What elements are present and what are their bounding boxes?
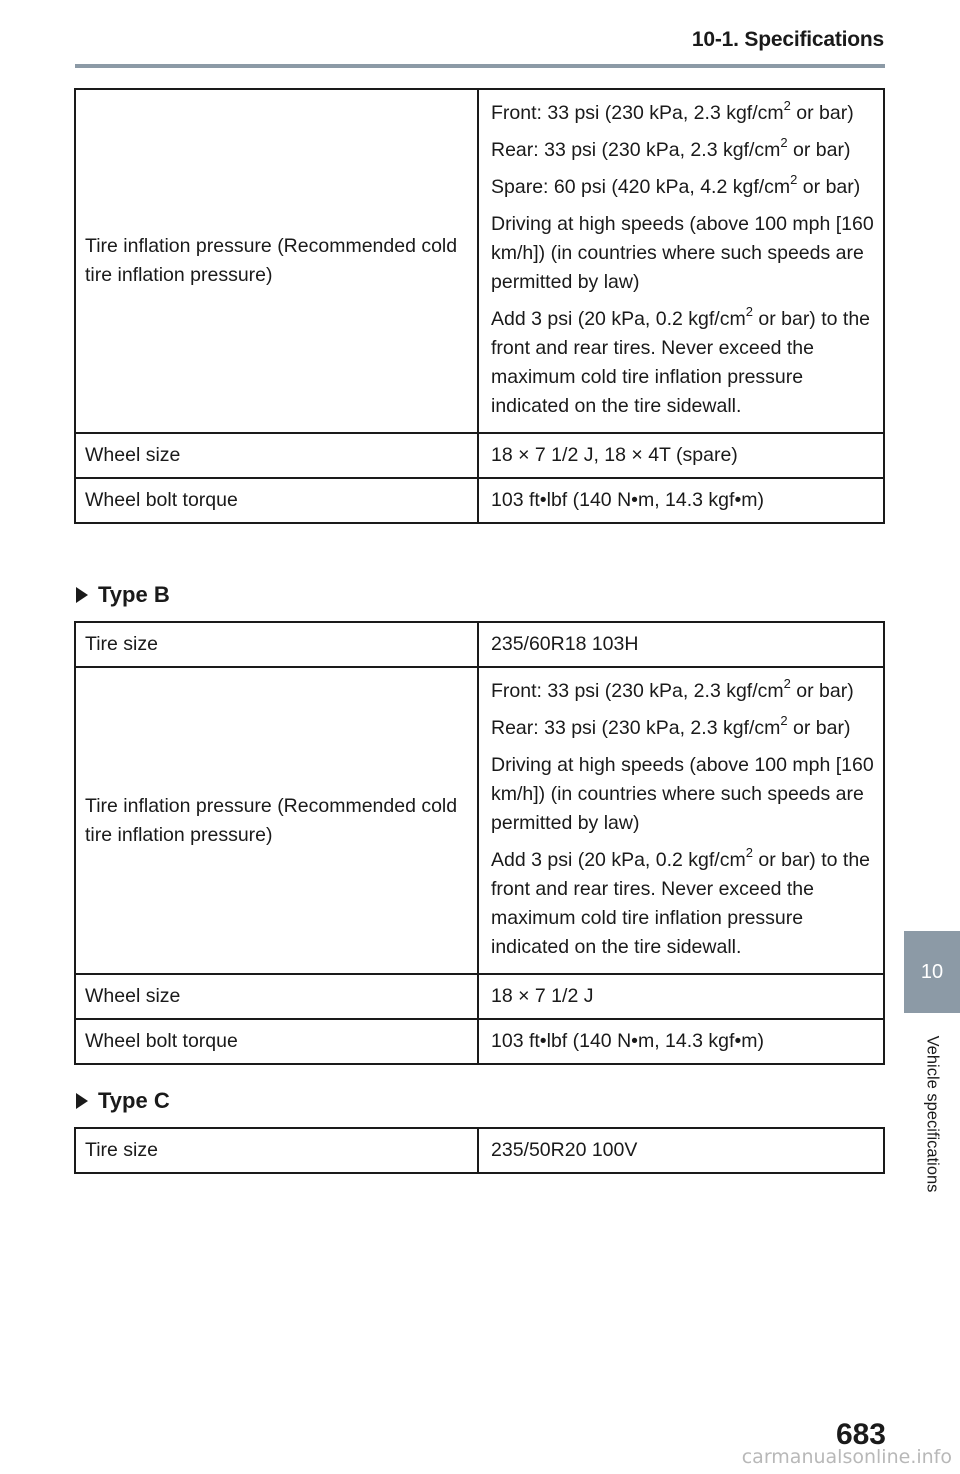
spec-table-type-c xyxy=(74,1127,885,1174)
header-divider xyxy=(75,64,885,68)
add-pressure-note: Add 3 psi (20 kPa, 0.2 kgf/$cm^2$ or bar) to the front and rear tires. Never exceed the maximum cold tire inflation pressure indicated on the tire sidewall. xyxy=(491,844,871,958)
rear-pressure: Rear: 33 psi (230 kPa, 2.3 kgf/$cm^2$ or bar) xyxy=(491,134,851,161)
tire-size-label: Tire size xyxy=(75,1128,478,1173)
inflation-label-cell: Tire inflation pressure (Recommended cold tire inflation pressure) xyxy=(75,89,478,433)
table-row xyxy=(75,1128,884,1173)
wheel-size-label: Wheel size xyxy=(75,974,478,1019)
triangle-bullet-icon xyxy=(76,587,88,603)
type-c-heading: Type C xyxy=(76,1088,170,1114)
table-row xyxy=(75,89,884,433)
table-row xyxy=(75,974,884,1019)
page-number: 683 xyxy=(835,1418,886,1451)
chapter-tab xyxy=(904,931,960,1013)
table-row xyxy=(75,478,884,523)
high-speed-note: Driving at high speeds (above 100 mph [160 km/h]) (in countries where such speeds are permitted by law) xyxy=(491,213,874,293)
spec-table-type-a xyxy=(74,88,885,524)
high-speed-note: Driving at high speeds (above 100 mph [160 km/h]) (in countries where such speeds are permitted by law) xyxy=(491,754,874,834)
tire-size-label: Tire size xyxy=(75,622,478,667)
add-pressure-note: Add 3 psi (20 kPa, 0.2 kgf/$cm^2$ or bar) to the front and rear tires. Never exceed the maximum cold tire inflation pressure indicated on the tire sidewall. xyxy=(491,303,871,417)
bolt-torque-label: Wheel bolt torque xyxy=(75,1019,478,1064)
tire-size-value: 235/60R18 103H xyxy=(478,622,884,667)
front-pressure: Front: 33 psi (230 kPa, 2.3 kgf/$cm^2$ or bar) xyxy=(491,675,854,702)
rear-pressure: Rear: 33 psi (230 kPa, 2.3 kgf/$cm^2$ or bar) xyxy=(491,712,851,739)
triangle-bullet-icon xyxy=(76,1093,88,1109)
table-row xyxy=(75,433,884,478)
inflation-label-cell: Tire inflation pressure (Recommended cold tire inflation pressure) xyxy=(75,667,478,974)
spec-table-type-b xyxy=(74,621,885,1065)
wheel-size-label: Wheel size xyxy=(75,433,478,478)
tire-size-value: 235/50R20 100V xyxy=(478,1128,884,1173)
wheel-size-value: 18 × 7 1/2 J xyxy=(478,974,884,1019)
bolt-torque-value: 103 ft•lbf (140 N•m, 14.3 kgf•m) xyxy=(478,478,884,523)
table-row xyxy=(75,1019,884,1064)
inflation-value-cell xyxy=(478,89,884,433)
table-row xyxy=(75,667,884,974)
bolt-torque-label: Wheel bolt torque xyxy=(75,478,478,523)
inflation-value-cell xyxy=(478,667,884,974)
type-b-heading: Type B xyxy=(76,582,170,608)
front-pressure: Front: 33 psi (230 kPa, 2.3 kgf/$cm^2$ or bar) xyxy=(491,97,854,124)
chapter-label: Vehicle specifications xyxy=(923,1035,942,1193)
page-header-title: 10-1. Specifications xyxy=(691,28,884,51)
table-row xyxy=(75,622,884,667)
bolt-torque-value: 103 ft•lbf (140 N•m, 14.3 kgf•m) xyxy=(478,1019,884,1064)
watermark: carmanualsonline.info xyxy=(741,1446,952,1468)
wheel-size-value: 18 × 7 1/2 J, 18 × 4T (spare) xyxy=(478,433,884,478)
spare-pressure: Spare: 60 psi (420 kPa, 4.2 kgf/$cm^2$ or bar) xyxy=(491,171,861,198)
chapter-number: 10 xyxy=(920,960,944,983)
